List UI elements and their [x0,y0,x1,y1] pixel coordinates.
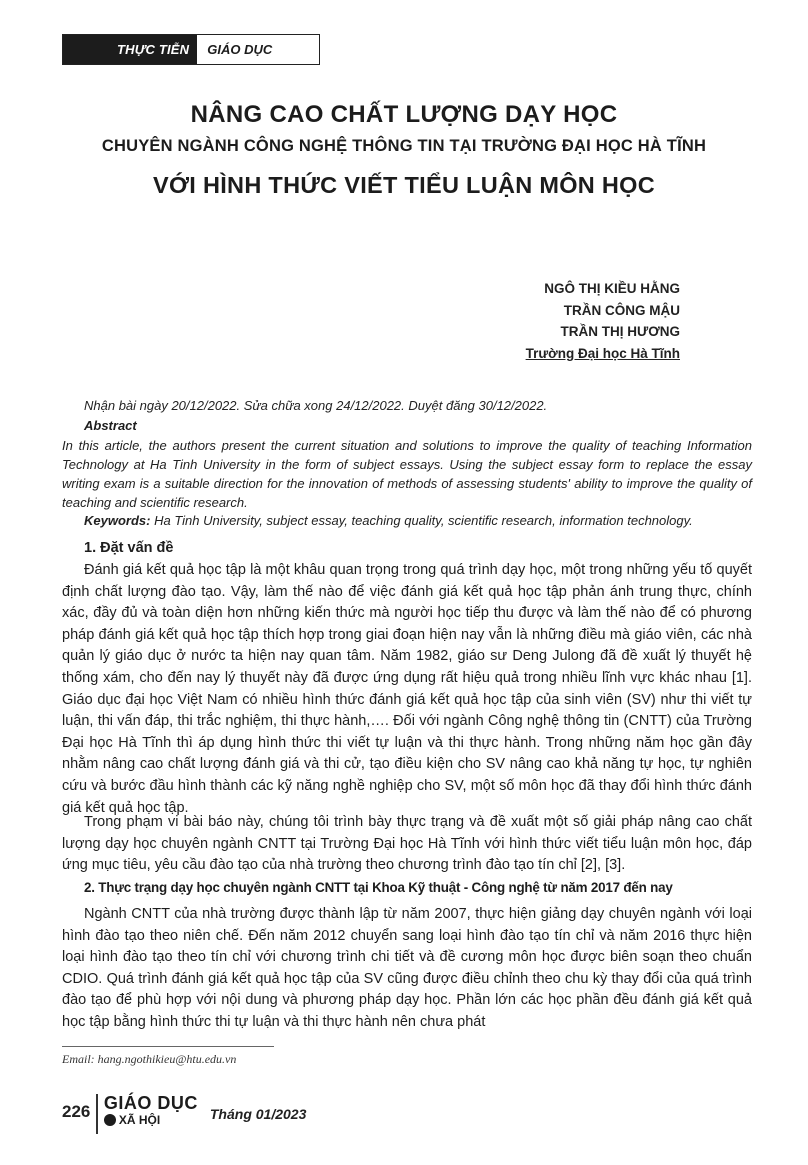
section-1-heading: 1. Đặt vấn đề [84,540,174,556]
section-tag-secondary: GIÁO DỤC [197,35,282,64]
section-1-paragraph-2: Trong phạm vi bài báo này, chúng tôi trình bày thực trạng và đề xuất một số giải pháp nâng cao chất lượng dạy học chuyên ngành CNTT tại Trường Đại học Hà Tĩnh với hình thức viết tiểu luận môn học, đáp ứng mục tiêu, yêu cầu đào tạo của nhà trường theo chương trình đào tạo tín chỉ [2], [3]. [62,814,752,874]
logo-circle-icon [104,1114,116,1126]
author-name: NGÔ THỊ KIỀU HẰNG [544,281,680,296]
keywords [84,513,774,528]
section-tag-primary: THỰC TIỄN [63,35,197,64]
article-title-line1: NÂNG CAO CHẤT LƯỢNG DẠY HỌC [190,101,618,128]
received-dates: Nhận bài ngày 20/12/2022. Sửa chữa xong 24/12/2022. Duyệt đăng 30/12/2022. [84,398,548,413]
author-affiliation: Trường Đại học Hà Tĩnh [525,345,680,361]
author-name: TRẦN CÔNG MẬU [563,302,680,318]
article-title-line3: VỚI HÌNH THỨC VIẾT TIỂU LUẬN MÔN HỌC [152,172,656,198]
keywords-list: Ha Tinh University, subject essay, teaching quality, scientific research, information technology. [154,513,693,528]
section-2-heading: 2. Thực trạng dạy học chuyên ngành CNTT tại Khoa Kỹ thuật - Công nghệ từ năm 2017 đến nay [84,880,673,895]
author-name: TRẦN THỊ HƯƠNG [560,324,680,339]
section-tag [62,34,320,65]
issue-date: Tháng 01/2023 [209,1106,307,1122]
keywords-label: Keywords: [84,513,151,528]
footer-divider [96,1094,98,1134]
logo-text-main: GIÁO DỤC [103,1093,198,1113]
section-1-paragraph-1: Đánh giá kết quả học tập là một khâu quan trọng trong quá trình dạy học, một trong những yếu tố quyết định chất lượng đào tạo. Vậy, làm thế nào để việc đánh giá kết quả học tập phản ánh trung thực, chính xác, đầy đủ và toàn diện hơn những kiến thức mà người học tiếp thu được và làm thế nào để có phương pháp đánh giá kết quả học tập thích hợp trong giai đoạn hiện nay vẫn là những điều mà giáo viên, các nhà quản lý giáo dục ở nước ta hiện nay quan tâm. Năm 1982, giáo sư Deng Julong đã đề xuất lý thuyết hệ thống xám, cho đến nay lý thuyết này đã được ứng dụng rất hiệu quả trong nhiều lĩnh vực khác nhau [1]. Giáo dục đại học Việt Nam có nhiều hình thức đánh giá kết quả học tập của sinh viên (SV) như thi viết tự luận, thi vấn đáp, thi trắc nghiệm, thi thực hành,…. Đối với ngành Công nghệ thông tin (CNTT) của Trường Đại học Hà Tĩnh thì áp dụng hình thức thi viết tự luận và thi thực hành. Trong những năm học gần đây nhằm nâng cao chất lượng đánh giá và thi cử, tạo điều kiện cho SV nâng cao khả năng tự học, tự nghiên cứu và bước đầu hình thành các kỹ năng nghề nghiệp cho SV, một số môn học đã thay đổi hình thức đánh giá kết quả học tập. [62,562,752,816]
article-title-line2: CHUYÊN NGÀNH CÔNG NGHỆ THÔNG TIN TẠI TRƯỜNG ĐẠI HỌC HÀ TĨNH [101,137,707,155]
logo-text-sub-wrap [104,1114,198,1126]
page-footer [62,1094,306,1136]
journal-logo [104,1094,198,1126]
logo-text-sub: XÃ HỘI [118,1113,161,1127]
abstract-body: In this article, the authors present the current situation and solutions to improve the quality of teaching Information Technology at Ha Tinh University in the form of subject essays. Using the subject essay form to replace the essay writing exam is a suitable direction for the innovation of methods of assessing students' ability to improve the quality of teaching and scientific research. [62,438,752,510]
footnote-divider [62,1046,274,1047]
author-email: Email: hang.ngothikieu@htu.edu.vn [62,1052,237,1066]
section-2-paragraph-1: Ngành CNTT của nhà trường được thành lập từ năm 2007, thực hiện giảng dạy chuyên ngành với loại hình đào tạo theo niên chế. Đến năm 2012 chuyển sang loại hình đào tạo tín chỉ và năm 2016 thực hiện loại hình đào tạo theo tín chỉ với chương trình chi tiết và đề cương môn học được biên soạn theo chuẩn CDIO. Quá trình đánh giá kết quả học tập của SV cũng được điều chỉnh theo chu kỳ thay đổi của quá trình đào tạo để phù hợp với nội dung và phương pháp dạy học. Phần lớn các học phần đều đánh giá kết quả học tập bằng hình thức thi tự luận và thi thực hành nên chưa phát [62,906,752,1030]
abstract-heading: Abstract [84,418,137,433]
page-number: 226 [62,1102,91,1121]
author-block [526,278,680,364]
